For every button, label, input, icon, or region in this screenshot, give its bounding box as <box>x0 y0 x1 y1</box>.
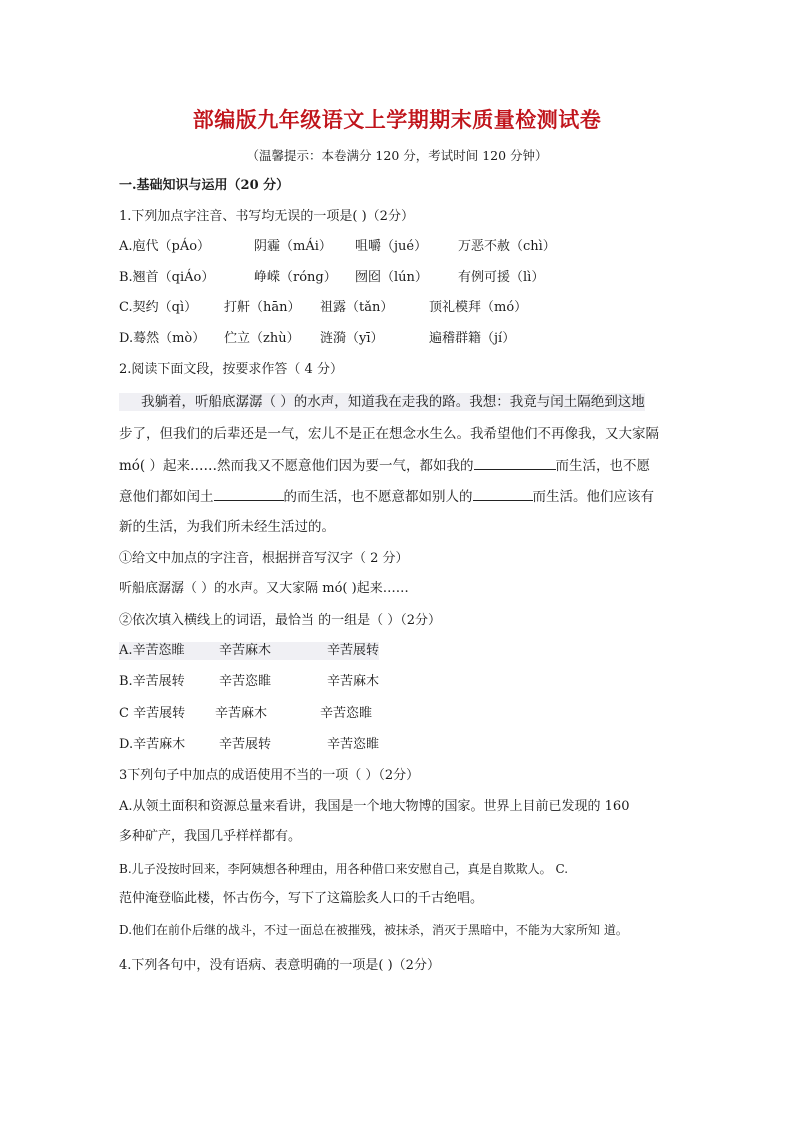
q2-blank-1[interactable] <box>474 457 556 470</box>
q2-sub2-option-a[interactable] <box>119 642 379 660</box>
q1-option-b-word-4: 有例可援（lì） <box>458 270 545 285</box>
q2-passage-line-4-tail: 而生活。他们应该有 <box>532 489 654 505</box>
q1-stem: 1.下列加点字注音、书写均无误的一项是( )（2分） <box>119 209 414 224</box>
q2-passage-line-1: 我躺着，听船底潺潺（ ）的水声，知道我在走我的路。我想：我竟与闰土隔绝到这地 <box>119 393 645 411</box>
q2-stem: 2.阅读下面文段，按要求作答（ 4 分） <box>119 362 343 377</box>
q2-sub2-option-c-word-2: 辛苦麻木 <box>215 706 268 721</box>
q2-sub2-option-b-word-1: B.辛苦展转 <box>119 674 185 689</box>
q2-passage-line-4 <box>119 488 654 506</box>
q2-sub2-option-b-word-2: 辛苦恣睢 <box>219 674 272 689</box>
q2-sub2-option-c-word-1: C 辛苦展转 <box>119 706 186 721</box>
q2-passage-line-5: 新的生活，为我们所未经生活过的。 <box>119 519 335 535</box>
q2-passage-line-4-text: 意他们都如闰土 <box>119 489 214 505</box>
q2-passage-line-3-tail: 而生活，也不愿 <box>555 458 650 474</box>
q3-option-b[interactable]: B.儿子没按时回来，李阿姨想各种理由，用各种借口来安慰自己，真是自欺欺人。 C. <box>119 862 569 876</box>
q1-option-a[interactable] <box>119 238 556 256</box>
q3-option-a-line-2: 多种矿产，我国几乎样样都有。 <box>119 829 302 844</box>
q2-blank-3[interactable] <box>473 488 533 501</box>
q1-option-d-word-1: D.蓦然（mò） <box>119 331 206 346</box>
q3-option-d[interactable]: D.他们在前仆后继的战斗，不过一面总在被摧残，被抹杀，消灭于黑暗中，不能为大家所知 道。 <box>119 923 628 937</box>
q2-sub1-stem: ①给文中加点的字注音，根据拼音写汉字（ 2 分） <box>119 551 409 566</box>
q1-option-d-word-3: 涟漪（yī） <box>320 331 384 346</box>
q2-sub2-option-b[interactable] <box>119 673 379 691</box>
q1-option-d-word-4: 遍稽群籍（jí） <box>429 331 516 346</box>
q2-sub2-stem: ②依次填入横线上的词语，最恰当 的一组是（ ）（2分） <box>119 613 442 628</box>
section-heading: 一.基础知识与运用（20 分） <box>119 178 290 193</box>
q2-blank-2[interactable] <box>214 488 284 501</box>
q2-passage-line-4-mid: 的而生活，也不愿意都如别人的 <box>283 489 473 505</box>
exam-title: 部编版九年级语文上学期期末质量检测试卷 <box>192 108 602 132</box>
q2-passage-line-3 <box>119 457 650 475</box>
q2-sub2-option-a-word-2: 辛苦麻木 <box>219 643 272 658</box>
q1-option-c-word-4: 顶礼模拜（mó） <box>429 300 528 315</box>
q2-passage-line-2: 步了，但我们的后辈还是一气，宏儿不是正在想念水生么。我希望他们不再像我，又大家隔 <box>119 426 659 442</box>
q2-sub2-option-c[interactable] <box>119 705 372 723</box>
q2-passage-line-3-text: mó( ）起来……然而我又不愿意他们因为要一气，都如我的 <box>119 458 474 474</box>
q1-option-c[interactable] <box>119 299 527 317</box>
q4-stem: 4.下列各句中，没有语病、表意明确的一项是( )（2分） <box>119 958 440 973</box>
q2-sub2-option-d-word-2: 辛苦展转 <box>219 737 272 752</box>
q1-option-c-word-3: 祖露（tǎn） <box>320 300 394 315</box>
q1-option-c-word-2: 打鼾（hān） <box>224 300 301 315</box>
q3-option-a-line-1[interactable]: A.从领土面积和资源总量来看讲，我国是一个地大物博的国家。世界上目前已发现的 160 <box>119 799 630 814</box>
q1-option-a-word-1: A.庖代（pÁo） <box>119 239 211 254</box>
q2-sub1-body: 听船底潺潺（ ）的水声。又大家隔 mó( )起来…… <box>119 581 409 596</box>
q1-option-b-word-3: 囫囵（lún） <box>355 270 428 285</box>
q1-option-a-word-4: 万恶不赦（chì） <box>458 239 556 254</box>
q2-sub2-option-c-word-3: 辛苦恣睢 <box>320 706 373 721</box>
q1-option-a-word-2: 阴霾（mÁi） <box>254 239 332 254</box>
q2-sub2-option-a-word-1: A.辛苦恣睢 <box>119 643 185 658</box>
q2-sub2-option-d[interactable] <box>119 736 379 754</box>
q1-option-b[interactable] <box>119 269 544 287</box>
q3-option-c[interactable]: 范仲淹登临此楼，怀古伤今，写下了这篇脍炙人口的千古绝唱。 <box>119 891 484 906</box>
q2-sub2-option-a-word-3: 辛苦展转 <box>327 643 380 658</box>
q1-option-c-word-1: C.契约（qì） <box>119 300 198 315</box>
q1-option-b-word-1: B.翘首（qiÁo） <box>119 270 215 285</box>
q2-sub2-option-d-word-1: D.辛苦麻木 <box>119 737 186 752</box>
q1-option-a-word-3: 咀嚼（jué） <box>355 239 428 254</box>
q2-sub2-option-b-word-3: 辛苦麻木 <box>327 674 380 689</box>
exam-subtitle: （温馨提示：本卷满分 120 分，考试时间 120 分钟） <box>246 148 548 163</box>
q2-sub2-option-d-word-3: 辛苦恣睢 <box>327 737 380 752</box>
q1-option-d-word-2: 伫立（zhù） <box>224 331 300 346</box>
q1-option-b-word-2: 峥嵘（róng） <box>254 270 337 285</box>
q3-stem: 3下列句子中加点的成语使用不当的一项（ ）（2分） <box>119 768 420 783</box>
q1-option-d[interactable] <box>119 330 515 348</box>
